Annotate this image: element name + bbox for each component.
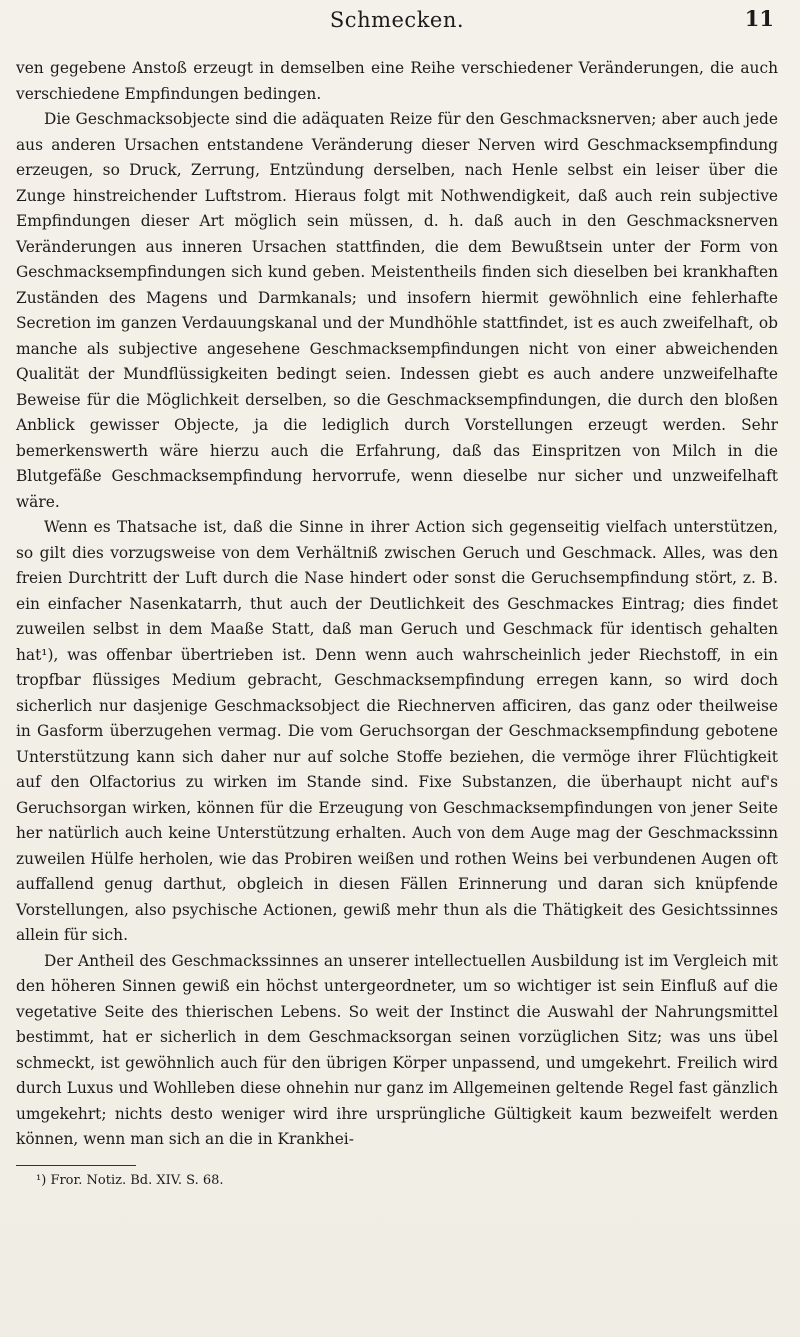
running-head: Schmecken. <box>329 8 465 32</box>
paragraph-geschmacksobjecte: Die Geschmacksobjecte sind die adäquaten Reize für den Geschmacksnerven; aber auch jede aus anderen Ursachen entstandene Veränderung dieser Nerven wird Geschmacksempfindung erzeugen, so Druck, Zerrung, Entzündung derselben, nach Henle selbst ein leiser über die Zunge hinstreichender Luftstrom. Hieraus folgt mit Nothwendigkeit, daß auch rein subjective Empfindungen dieser Art möglich sein müssen, d. h. daß auch in den Geschmacksnerven Veränderungen aus inneren Ursachen stattfinden, die dem Bewußtsein unter der Form von Geschmacksempfindungen sich kund geben. Meistentheils finden sich dieselben bei krankhaften Zuständen des Magens und Darmkanals; und insofern hiermit gewöhnlich eine fehlerhafte Secretion im ganzen Verdauungskanal und der Mundhöhle stattfindet, ist es auch zweifelhaft, ob manche als subjective angesehene Geschmacksempfindungen nicht von einer abweichenden Qualität der Mundflüssigkeiten bedingt seien. Indessen giebt es auch andere unzweifelhafte Beweise für die Möglichkeit derselben, so die Geschmacksempfindungen, die durch den bloßen Anblick gewisser Objecte, ja die lediglich durch Vorstellungen erzeugt werden. Sehr bemerkenswerth wäre hierzu auch die Erfahrung, daß das Einspritzen von Milch in die Blutgefäße Geschmacksempfindung hervorrufe, wenn dieselbe nur sicher und unzweifelhaft wäre. <box>16 110 778 511</box>
paragraph-continuation: ven gegebene Anstoß erzeugt in demselben eine Reihe verschiedener Veränderungen, die auch verschiedene Empfindungen bedingen. <box>16 59 778 103</box>
footnote <box>16 1172 778 1190</box>
footnote-marker: ¹) <box>36 1172 47 1188</box>
body-text <box>16 56 778 1153</box>
page-number: 11 <box>744 6 774 31</box>
footnote-text: Fror. Notiz. Bd. XIV. S. 68. <box>50 1172 224 1188</box>
paragraph-antheil-des-geschmackssinnes: Der Antheil des Geschmackssinnes an unserer intellectuellen Ausbildung ist im Vergleich mit den höheren Sinnen gewiß ein höchst untergeordneter, um so wichtiger ist sein Einfluß auf die vegetative Seite des thierischen Lebens. So weit der Instinct die Auswahl der Nahrungsmittel bestimmt, hat er sicherlich in dem Geschmacksorgan seinen vorzüglichen Sitz; was uns übel schmeckt, ist gewöhnlich auch für den übrigen Körper unpassend, und umgekehrt. Freilich wird durch Luxus und Wohlleben diese ohnehin nur ganz im Allgemeinen geltende Regel fast gänzlich umgekehrt; nichts desto weniger wird ihre ursprüngliche Gültigkeit kaum bezweifelt werden können, wenn man sich an die in Krankhei- <box>16 951 778 1148</box>
paragraph-geruch-und-geschmack: Wenn es Thatsache ist, daß die Sinne in ihrer Action sich gegenseitig vielfach unterstützen, so gilt dies vorzugsweise von dem Verhältniß zwischen Geruch und Geschmack. Alles, was den freien Durchtritt der Luft durch die Nase hindert oder sonst die Geruchsempfindung stört, z. B. ein einfacher Nasenkatarrh, thut auch der Deutlichkeit des Geschmackes Eintrag; dies findet zuweilen selbst in dem Maaße Statt, daß man Geruch und Geschmack für identisch gehalten hat¹), was offenbar übertrieben ist. Denn wenn auch wahrscheinlich jeder Riechstoff, in ein tropfbar flüssiges Medium gebracht, Geschmacksempfindung erregen kann, so wird doch sicherlich nur dasjenige Geschmacksobject die Riechnerven afficiren, das ganz oder theilweise in Gasform überzugehen vermag. Die vom Geruchsorgan der Geschmacksempfindung gebotene Unterstützung kann sich daher nur auf solche Stoffe beziehen, die vermöge ihrer Flüchtigkeit auf den Olfactorius zu wirken im Stande sind. Fixe Substanzen, die überhaupt nicht auf's Geruchsorgan wirken, können für die Erzeugung von Geschmacksempfindungen von jener Seite her natürlich auch keine Unterstützung erhalten. Auch von dem Auge mag der Geschmackssinn zuweilen Hülfe herholen, wie das Probiren weißen und rothen Weins bei verbundenen Augen oft auffallend genug darthut, obgleich in diesen Fällen Erinnerung und daran sich knüpfende Vorstellungen, also psychische Actionen, gewiß mehr thun als die Thätigkeit des Gesichtssinnes allein für sich. <box>16 518 778 944</box>
footnote-divider <box>16 1165 136 1166</box>
page-header <box>16 0 778 56</box>
